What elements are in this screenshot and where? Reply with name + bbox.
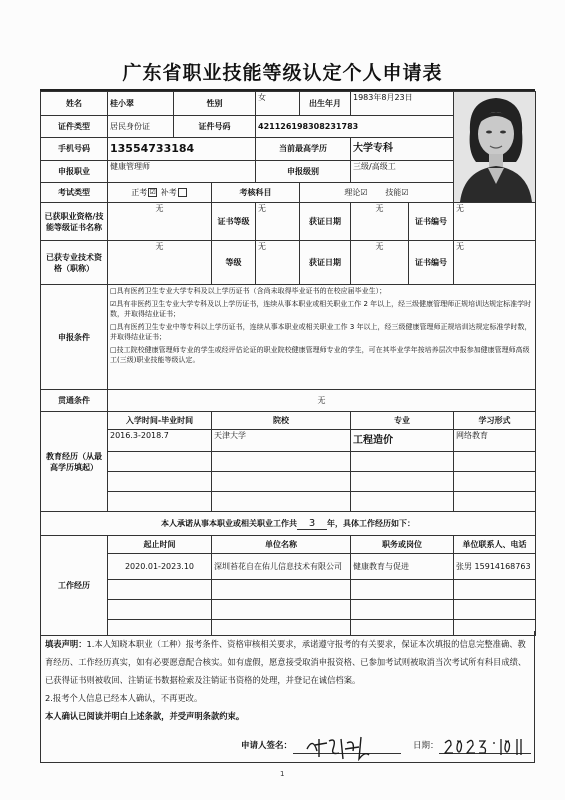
cert2-date-label: 获证日期 bbox=[300, 241, 351, 285]
exam-type-options bbox=[108, 182, 212, 202]
table-row bbox=[41, 472, 536, 492]
work-promise bbox=[41, 512, 536, 536]
cert1-level-value: 无 bbox=[256, 203, 300, 241]
date-label: 日期： bbox=[413, 741, 439, 751]
occupation-label: 申报职业 bbox=[41, 160, 108, 182]
id-no-label: 证件号码 bbox=[174, 116, 256, 138]
condition-item: □具有医药卫生专业大学专科及以上学历证书（含尚未取得毕业证书的在校应届毕业生）； bbox=[110, 287, 387, 295]
level-label: 申报级别 bbox=[256, 160, 351, 182]
birth-label: 出生年月 bbox=[300, 92, 351, 116]
cert2-no-label: 证书编号 bbox=[409, 241, 454, 285]
exam-type-makeup: 补考 bbox=[160, 187, 177, 197]
subject-theory-checkbox[interactable]: ☑ bbox=[360, 187, 368, 197]
subject-skill: 技能 bbox=[385, 187, 402, 197]
table-row bbox=[41, 430, 536, 452]
level-value: 三级/高级工 bbox=[351, 160, 454, 182]
id-type-value: 居民身份证 bbox=[108, 116, 174, 138]
cert2-value: 无 bbox=[108, 241, 212, 285]
cert2-no-value: 无 bbox=[454, 241, 536, 285]
work-period: 2020.01-2023.10 bbox=[108, 554, 212, 580]
table-row bbox=[41, 492, 536, 512]
exam-subject-options bbox=[300, 182, 454, 202]
table-row bbox=[41, 554, 536, 580]
cert1-level-label: 证书等级 bbox=[212, 203, 256, 241]
exam-type-regular-checkbox[interactable]: ☑ bbox=[149, 187, 156, 196]
edu-major: 工程造价 bbox=[351, 430, 454, 452]
table-row bbox=[41, 580, 536, 600]
declaration-text bbox=[45, 635, 530, 689]
link-value: 无 bbox=[108, 390, 536, 412]
id-no-value: 421126198308231783 bbox=[256, 116, 454, 138]
edu-period: 2016.3-2018.7 bbox=[108, 430, 212, 452]
education-label: 教育经历（从最高学历填起） bbox=[41, 412, 108, 512]
link-label: 贯通条件 bbox=[41, 390, 108, 412]
work-label: 工作经历 bbox=[41, 536, 108, 636]
phone-label: 手机号码 bbox=[41, 138, 108, 160]
signer-label: 申请人签名： bbox=[241, 741, 293, 751]
portrait-image bbox=[454, 92, 536, 202]
edu-header-major: 专业 bbox=[351, 412, 454, 430]
condition-item: □技工院校健康管理师专业的学生或经评估论证的职业院校健康管理师专业的学生，可在其毕业学年按培养层次申报参加健康管理师高级工(三级)职业技能等级认定。 bbox=[110, 346, 530, 364]
handwritten-date bbox=[441, 733, 531, 759]
subject-theory: 理论 bbox=[344, 187, 361, 197]
conditions-label: 申报条件 bbox=[41, 285, 108, 390]
exam-subject-label: 考核科目 bbox=[212, 182, 300, 202]
handwritten-signature bbox=[303, 731, 383, 761]
work-promise-suffix: 年，具体工作经历如下： bbox=[327, 518, 415, 528]
id-type-label: 证件类型 bbox=[41, 116, 108, 138]
birth-value: 1983年8月23日 bbox=[351, 92, 454, 116]
edu-label: 当前最高学历 bbox=[256, 138, 351, 160]
edu-header-school: 院校 bbox=[212, 412, 351, 430]
condition-item: ☑具有非医药卫生专业大学专科及以上学历证书，连续从事本职业或相关职业工作 2 年以上，经三级健康管理师正规培训达规定标准学时数，并取得结业证书； bbox=[110, 300, 532, 318]
declaration-p1: 1.本人知晓本职业（工种）报考条件、资格审核相关要求，承诺遵守报考的有关要求，保证本次填报的信息完整准确、教育经历、工作经历真实，如有必要愿意配合核实。如有虚假，愿意接受取消申报资格、已参加考试则被取消当次考试所有科目成绩、已获得证书则被收回、注销证书数据检索及注销证书资格的处理，并登记在诚信档案。 bbox=[45, 639, 527, 685]
edu-value: 大学专科 bbox=[351, 138, 454, 160]
edu-header-mode: 学习形式 bbox=[454, 412, 536, 430]
cert1-value: 无 bbox=[108, 203, 212, 241]
work-header-position: 职务或岗位 bbox=[351, 536, 454, 554]
cert1-date-label: 获证日期 bbox=[300, 203, 351, 241]
signature-row bbox=[41, 731, 536, 759]
work-contact: 张男 15914168763 bbox=[454, 554, 536, 580]
work-header-contact: 单位联系人、电话 bbox=[454, 536, 536, 554]
edu-mode: 网络教育 bbox=[454, 430, 536, 452]
gender-value: 女 bbox=[256, 92, 300, 116]
exam-type-makeup-checkbox[interactable] bbox=[178, 188, 187, 197]
page-title: 广东省职业技能等级认定个人申请表 bbox=[122, 62, 443, 84]
table-row bbox=[41, 452, 536, 472]
work-company: 深圳苔花自在佑儿信息技术有限公司 bbox=[212, 554, 351, 580]
exam-type-label: 考试类型 bbox=[41, 182, 108, 202]
edu-header-period: 入学时间-毕业时间 bbox=[108, 412, 212, 430]
cert2-level-value: 无 bbox=[256, 241, 300, 285]
cert2-label: 已获专业技术资格（职称） bbox=[41, 241, 108, 285]
subject-skill-checkbox[interactable]: ☑ bbox=[401, 187, 409, 197]
work-promise-prefix: 本人承诺从事本职业或相关职业工作共 bbox=[161, 518, 297, 528]
page-number: 1 bbox=[280, 770, 285, 778]
declaration-heading: 填表声明： bbox=[45, 639, 87, 649]
name-label: 姓名 bbox=[41, 92, 108, 116]
conditions-list bbox=[108, 285, 536, 390]
work-years: 3 bbox=[297, 518, 327, 530]
exam-type-regular: 正考 bbox=[131, 187, 148, 197]
edu-school: 天津大学 bbox=[212, 430, 351, 452]
declaration-confirm: 本人确认已阅读并明白上述条款，并受声明条款约束。 bbox=[45, 711, 245, 721]
table-row bbox=[41, 600, 536, 620]
cert2-level-label: 等级 bbox=[212, 241, 256, 285]
work-position: 健康教育与促进 bbox=[351, 554, 454, 580]
cert1-no-value: 无 bbox=[454, 203, 536, 241]
cert1-label: 已获职业资格/技能等级证书名称 bbox=[41, 203, 108, 241]
cert2-date-value: 无 bbox=[351, 241, 409, 285]
phone-value: 13554733184 bbox=[108, 138, 256, 160]
declaration-p2: 2.报考个人信息已经本人确认，不再更改。 bbox=[45, 693, 203, 703]
cert1-no-label: 证书编号 bbox=[409, 203, 454, 241]
gender-label: 性别 bbox=[174, 92, 256, 116]
condition-item: □具有医药卫生专业中等专科以上学历证书，连续从事本职业或相关职业工作 3 年以上，经三级健康管理师正规培训达规定标准学时数，并取得结业证书； bbox=[110, 323, 532, 341]
work-header-period: 起止时间 bbox=[108, 536, 212, 554]
cert1-date-value: 无 bbox=[351, 203, 409, 241]
application-form-table bbox=[40, 91, 536, 636]
photo-cell bbox=[454, 92, 536, 203]
applicant-photo bbox=[454, 92, 536, 202]
name-value: 桂小翠 bbox=[108, 92, 174, 116]
occupation-value: 健康管理师 bbox=[108, 160, 256, 182]
work-header-company: 单位名称 bbox=[212, 536, 351, 554]
declaration-box bbox=[40, 631, 535, 763]
